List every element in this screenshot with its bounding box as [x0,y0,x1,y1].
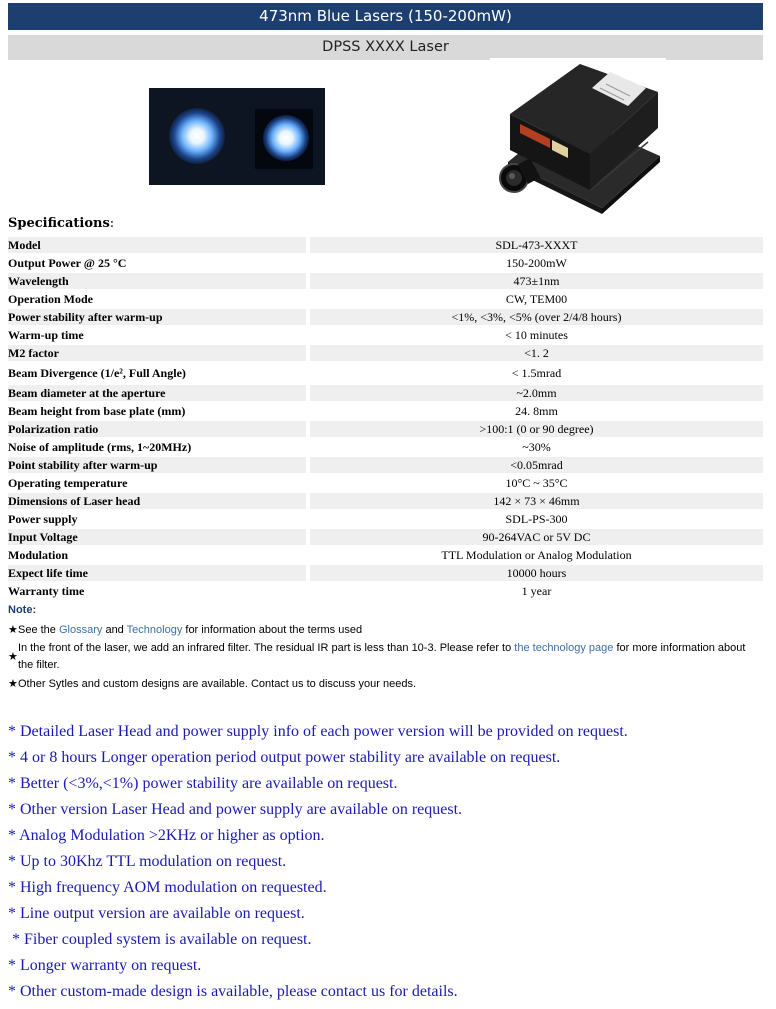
star-icon: ★ [8,678,18,690]
spec-key: Wavelength [8,273,306,289]
spec-value: <0.05mrad [310,457,763,473]
technology-page-link[interactable]: the technology page [514,642,614,654]
glossary-link[interactable]: Glossary [58,624,103,636]
spec-key: M2 factor [8,345,306,361]
spec-row [8,511,763,527]
spec-key: Power stability after warm-up [8,309,306,325]
spec-key: Beam Divergence (1/e², Full Angle) [8,366,186,380]
note-text [8,640,756,674]
spec-key: Expect life time [8,565,306,581]
spec-key: Operation Mode [8,292,93,306]
spec-row [8,421,763,437]
spec-value: TTL Modulation or Analog Modulation [441,548,632,562]
spec-row [8,363,763,383]
note-title: Note: [8,604,37,616]
spec-row [8,327,763,343]
request-item: * Other custom-made design is available, please contact us for details. [8,983,458,1000]
note-glossary [8,622,756,639]
beam-spot-large [169,108,225,164]
spec-row [8,565,763,581]
spec-value: 10000 hours [310,565,763,581]
spec-key: Point stability after warm-up [8,457,306,473]
request-item: * Better (<3%,<1%) power stability are available on request. [8,775,398,792]
spec-key: Warm-up time [8,328,84,342]
request-item: * High frequency AOM modulation on requested. [8,879,327,896]
beam-spot-photo [149,88,325,185]
request-item: * Up to 30Khz TTL modulation on request. [8,853,287,870]
spec-row [8,345,763,361]
spec-row [8,291,763,307]
spec-key: Warranty time [8,584,85,598]
specifications-table [8,235,763,601]
spec-key: Model [8,237,306,253]
spec-value: 10°C ~ 35°C [505,476,568,490]
spec-value: 142 × 73 × 46mm [310,493,763,509]
spec-row [8,403,763,419]
note-text: Other Sytles and custom designs are available. Contact us to discuss your needs. [18,678,417,690]
beam-spot-small [263,115,309,161]
laser-head-photo [490,58,666,214]
request-item: * 4 or 8 hours Longer operation period output power stability are available on request. [8,749,561,766]
spec-value: ~2.0mm [310,385,763,401]
spec-key: Output Power @ 25 °C [8,256,127,270]
spec-value: SDL-473-XXXT [310,237,763,253]
spec-value: CW, TEM00 [505,292,568,306]
spec-key: Polarization ratio [8,421,306,437]
note-text-part: In the front of the laser, we add an infrared filter. The residual IR part is less than 10-3. Please refer to [18,642,515,654]
spec-key: Input Voltage [8,529,306,545]
spec-row [8,237,763,253]
spec-row [8,583,763,599]
note-infrared-filter [8,640,756,674]
page-title: 473nm Blue Lasers (150-200mW) [8,3,763,30]
spec-value: 150-200mW [506,256,567,270]
spec-row [8,475,763,491]
note-text: for information about the terms used [182,624,363,636]
spec-row [8,439,763,455]
request-item: * Other version Laser Head and power supply are available on request. [8,801,463,818]
spec-value: >100:1 (0 or 90 degree) [310,421,763,437]
spec-value: 473±1nm [310,273,763,289]
note-text: and [102,624,127,636]
note-text-part: for more information about the filter. [18,642,746,671]
spec-row [8,457,763,473]
spec-row [8,529,763,545]
request-item: * Line output version are available on request. [8,905,305,922]
spec-value: < 10 minutes [505,328,568,342]
spec-key: Beam height from base plate (mm) [8,404,186,418]
spec-value: < 1.5mrad [511,366,562,380]
specifications-heading-text: Specifications [8,216,110,231]
spec-key: Power supply [8,512,78,526]
spec-row [8,385,763,401]
specifications-heading: Specifications: [8,216,115,231]
request-item: * Fiber coupled system is available on request. [8,931,312,948]
spec-value: ~30% [522,440,551,454]
spec-key: Modulation [8,548,69,562]
spec-value: <1. 2 [310,345,763,361]
spec-value: SDL-PS-300 [505,512,568,526]
spec-value: 24. 8mm [515,404,558,418]
spec-key: Operating temperature [8,476,128,490]
note-text: See the [18,624,59,636]
request-item: * Analog Modulation >2KHz or higher as option. [8,827,325,844]
spec-key: Dimensions of Laser head [8,493,306,509]
spec-row [8,273,763,289]
spec-row [8,255,763,271]
spec-value: 1 year [521,584,552,598]
spec-value: <1%, <3%, <5% (over 2/4/8 hours) [310,309,763,325]
star-icon: ★ [8,651,18,663]
spec-key: Beam diameter at the aperture [8,385,306,401]
request-item: * Detailed Laser Head and power supply info of each power version will be provided on request. [8,723,628,740]
spec-row [8,309,763,325]
spec-key: Noise of amplitude (rms, 1~20MHz) [8,440,192,454]
star-icon: ★ [8,624,18,636]
page-subtitle: DPSS XXXX Laser [8,35,763,60]
note-custom-designs [8,676,756,693]
technology-link[interactable]: Technology [126,624,183,636]
spec-value: 90-264VAC or 5V DC [310,529,763,545]
spec-row [8,493,763,509]
request-item: * Longer warranty on request. [8,957,202,974]
spec-row [8,547,763,563]
